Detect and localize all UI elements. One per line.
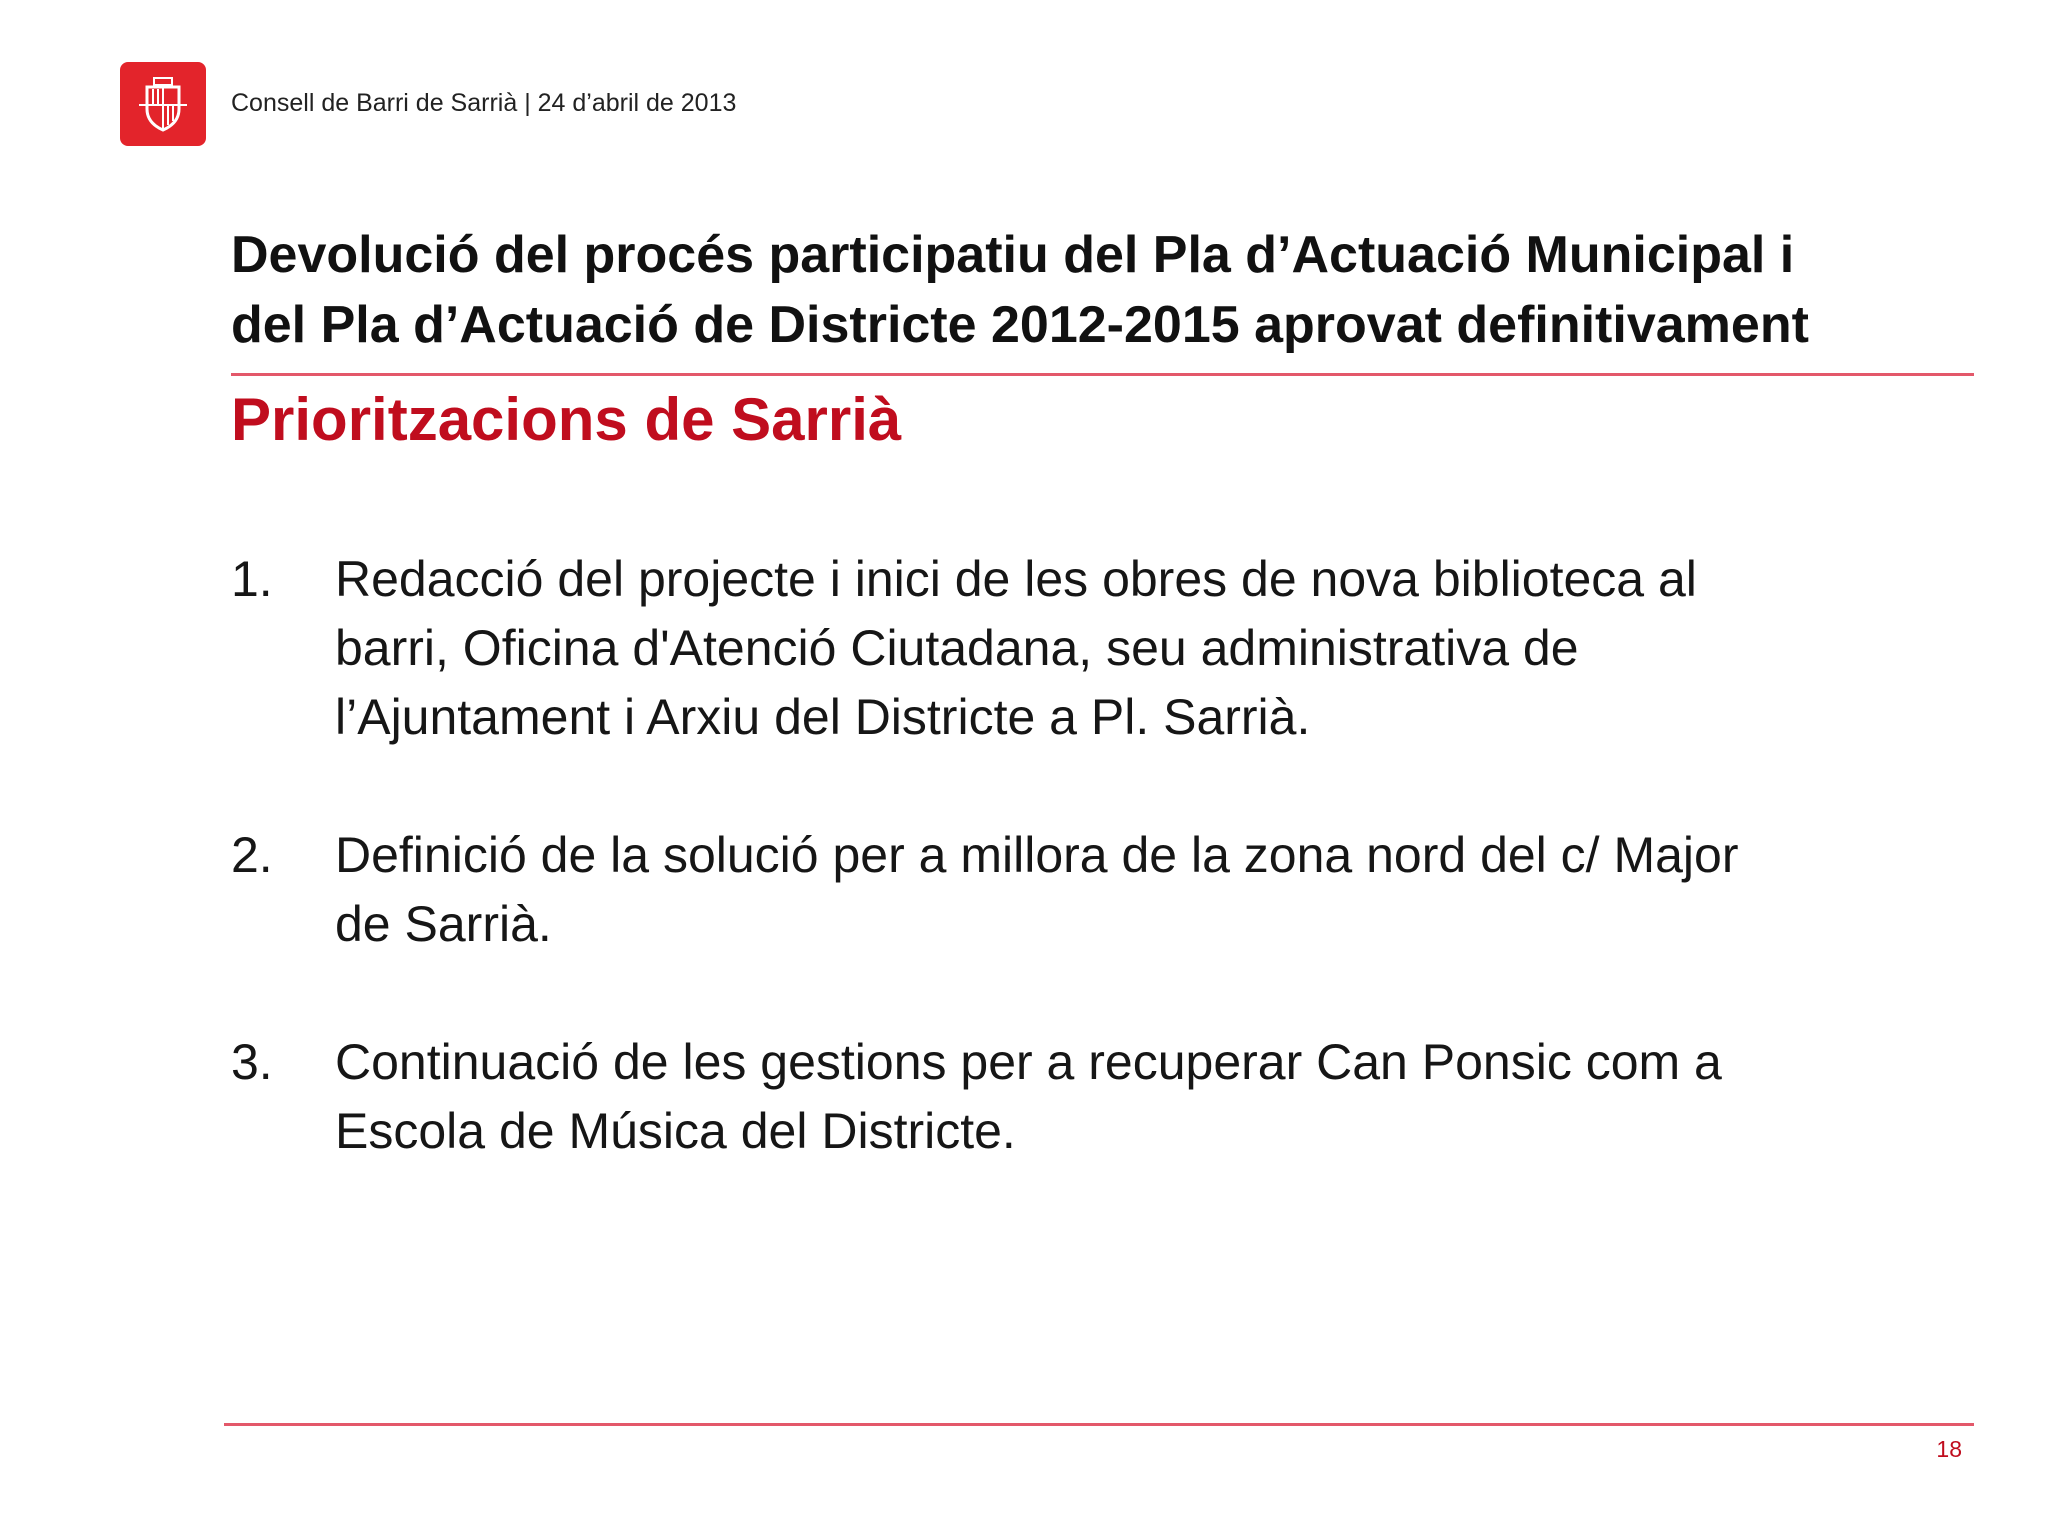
page-title-line-1: Devolució del procés participatiu del Pla d’Actuació Municipal i — [231, 226, 1795, 284]
list-item-text: de Sarrià. — [335, 896, 552, 952]
list-item-text: Continuació de les gestions per a recuperar Can Ponsic com a — [335, 1034, 1722, 1090]
list-item-number: 2. — [231, 827, 273, 883]
footer-divider — [224, 1423, 1974, 1426]
section-subtitle: Prioritzacions de Sarrià — [231, 386, 902, 453]
page-title — [231, 220, 1991, 360]
list-item — [231, 1028, 1991, 1166]
list-item-number: 1. — [231, 551, 273, 607]
list-item-text: Definició de la solució per a millora de la zona nord del c/ Major — [335, 827, 1739, 883]
list-item — [231, 821, 1991, 959]
title-divider — [231, 373, 1974, 376]
city-crest-logo — [120, 62, 206, 146]
priorities-list — [231, 545, 1991, 1235]
list-item-text: barri, Oficina d'Atenció Ciutadana, seu administrativa de — [335, 620, 1579, 676]
list-item-text: Redacció del projecte i inici de les obres de nova biblioteca al — [335, 551, 1697, 607]
list-item-text: l’Ajuntament i Arxiu del Districte a Pl. Sarrià. — [335, 689, 1311, 745]
list-item-text: Escola de Música del Districte. — [335, 1103, 1016, 1159]
page-title-line-2: del Pla d’Actuació de Districte 2012-2015 aprovat definitivament — [231, 296, 1809, 354]
crest-icon — [137, 75, 189, 133]
page-number: 18 — [1936, 1436, 1962, 1462]
header-meeting-info: Consell de Barri de Sarrià | 24 d’abril de 2013 — [231, 89, 737, 117]
list-item-number: 3. — [231, 1034, 273, 1090]
list-item — [231, 545, 1991, 752]
